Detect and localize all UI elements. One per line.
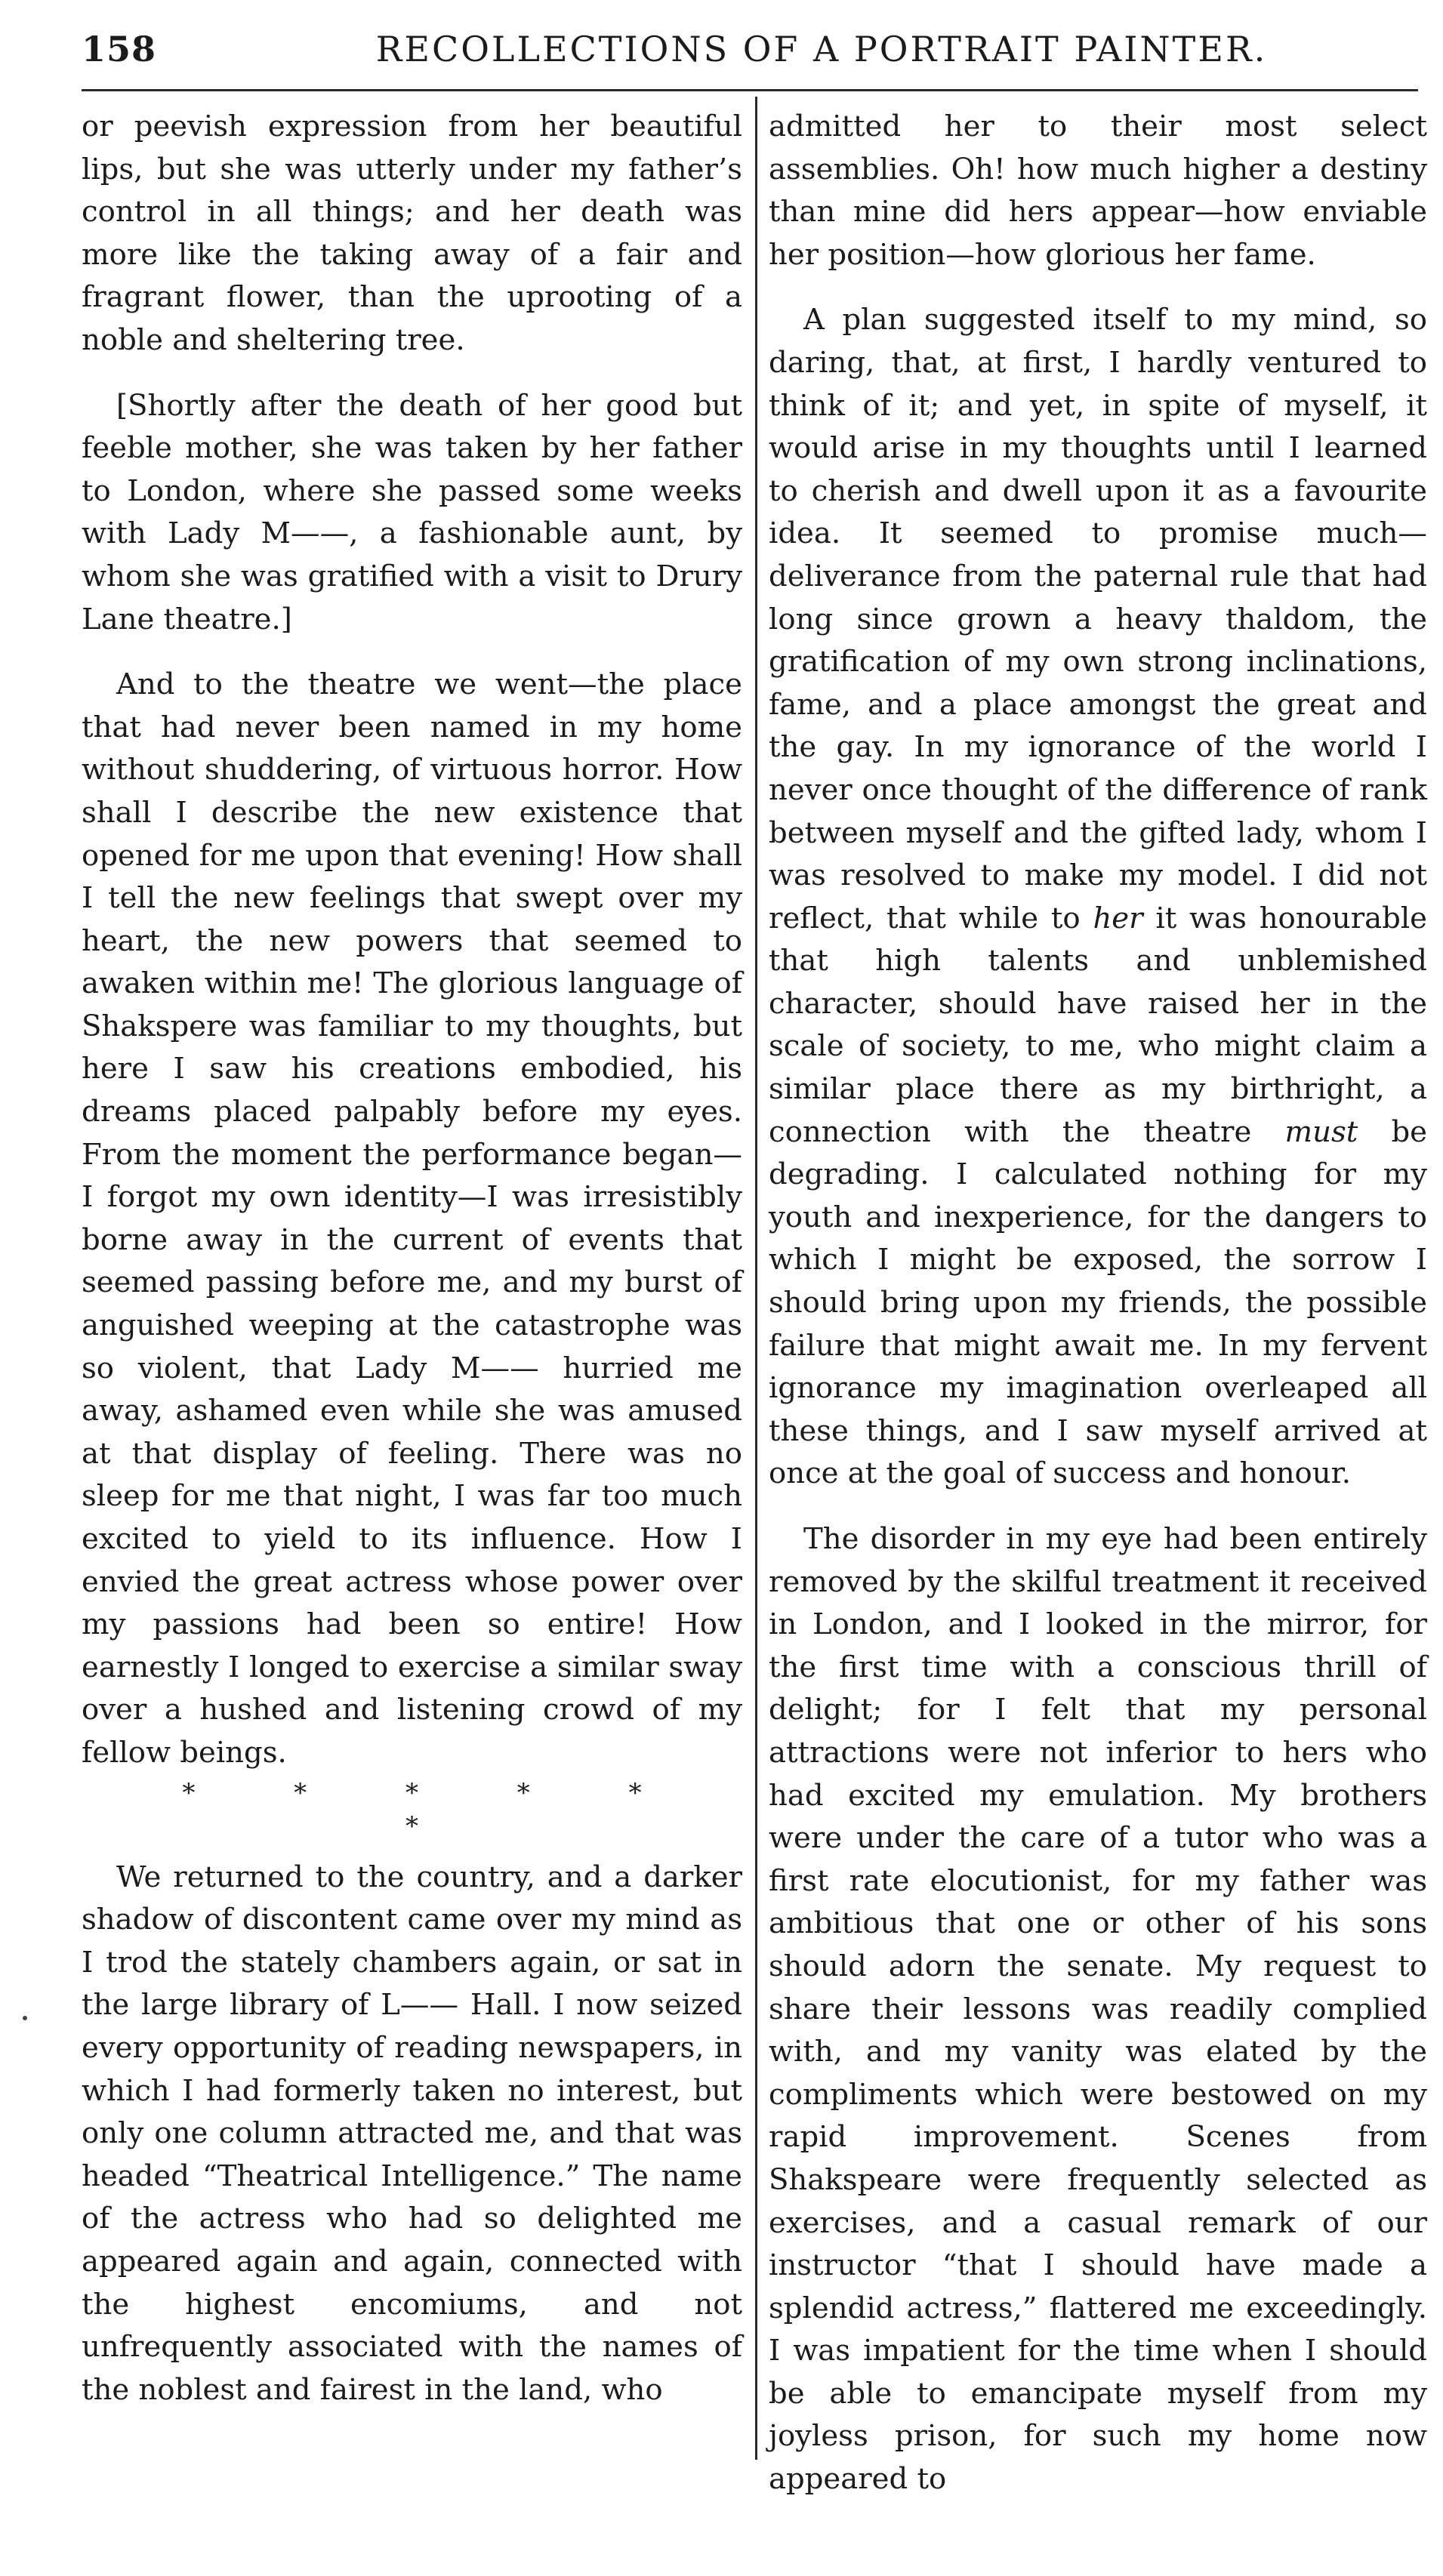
left-paragraph-2: [Shortly after the death of her good but feeble mother, she was taken by her father to London, where she passed some weeks with Lady M——, a fashionable aunt, by whom she was gratified with a visit to Drury Lane theatre.] xyxy=(82,388,742,636)
left-column xyxy=(82,106,742,2411)
right-paragraph-2 xyxy=(769,299,1427,1496)
right-paragraph-2-part-a: A plan suggested itself to my mind, so daring, that, at first, I hardly ventured to think of it; and yet, in spite of myself, it would arise in my thoughts until I learned to cherish and dwell upon it as a favourite idea. It seemed to promise much—deliverance from the paternal rule that had long since grown a heavy thaldom, the gratification of my own strong inclinations, fame, and a place amongst the great and the gay. In my ignorance of the world I never once thought of the difference of rank between myself and the gifted lady, whom I was resolved to make my model. I did not reflect, that while to xyxy=(769,303,1427,935)
margin-speck xyxy=(23,2016,27,2020)
right-paragraph-2-part-c: be degrading. I calculated nothing for my youth and inexperience, for the dangers to which I might be exposed, the sorrow I should bring upon my friends, the possible failure that might await me. In my fervent ignorance my imagination overleaped all these things, and I saw myself arrived at once at the goal of success and honour. xyxy=(769,1114,1427,1491)
page-number: 158 xyxy=(82,29,157,69)
right-paragraph-2-part-b: it was honourable that high talents and unblemished character, should have raised her in the scale of society, to me, who might claim a similar place there as my birthright, a connection with the theatre xyxy=(769,901,1427,1149)
header-rule xyxy=(82,89,1418,91)
left-paragraph-1: or peevish expression from her beautiful lips, but she was utterly under my father’s control in all things; and her death was more like the taking away of a fair and fragrant flower, than the uprooting of a noble and sheltering tree. xyxy=(82,109,742,357)
right-column xyxy=(769,106,1427,2501)
section-break-stars: * * * * * * xyxy=(182,1777,687,1841)
page-header xyxy=(82,21,1418,82)
emphasis-her: her xyxy=(1093,901,1143,935)
column-divider xyxy=(755,97,757,2460)
running-head: RECOLLECTIONS OF A PORTRAIT PAINTER. xyxy=(375,29,1268,69)
emphasis-must: must xyxy=(1284,1114,1358,1149)
right-paragraph-1: admitted her to their most select assemblies. Oh! how much higher a destiny than mine did hers appear—how enviable her position—how glorious her fame. xyxy=(769,109,1427,272)
right-paragraph-3: The disorder in my eye had been entirely removed by the skilful treatment it received in London, and I looked in the mirror, for the first time with a conscious thrill of delight; for I felt that my personal attractions were not inferior to hers who had excited my emulation. My brothers were under the care of a tutor who was a first rate elocutionist, for my father was ambitious that one or other of his sons should adorn the senate. My request to share their lessons was readily complied with, and my vanity was elated by the compliments which were bestowed on my rapid improvement. Scenes from Shakspeare were frequently selected as exercises, and a casual remark of our instructor “that I should have made a splendid actress,” flattered me exceedingly. I was impatient for the time when I should be able to emancipate myself from my joyless prison, for such my home now appeared to xyxy=(769,1522,1427,2497)
left-paragraph-3: And to the theatre we went—the place that had never been named in my home without shuddering, of virtuous horror. How shall I describe the new existence that opened for me upon that evening! How shall I tell the new feelings that swept over my heart, the new powers that seemed to awaken within me! The glorious language of Shakspere was familiar to my thoughts, but here I saw his creations embodied, his dreams placed palpably before my eyes. From the moment the performance began—I forgot my own identity—I was irresistibly borne away in the current of events that seemed passing before me, and my burst of anguished weeping at the catastrophe was so violent, that Lady M—— hurried me away, ashamed even while she was amused at that display of feeling. There was no sleep for me that night, I was far too much excited to yield to its influence. How I envied the great actress whose power over my passions had been so entire! How earnestly I longed to exercise a similar sway over a hushed and listening crowd of my fellow beings. xyxy=(82,667,742,1770)
left-paragraph-4: We returned to the country, and a darker shadow of discontent came over my mind as I trod the stately chambers again, or sat in the large library of L—— Hall. I now seized every opportunity of reading newspapers, in which I had formerly taken no interest, but only one column attracted me, and that was headed “Theatrical Intelligence.” The name of the actress who had so delighted me appeared again and again, connected with the highest encomiums, and not unfrequently associated with the names of the noblest and fairest in the land, who xyxy=(82,1860,742,2407)
